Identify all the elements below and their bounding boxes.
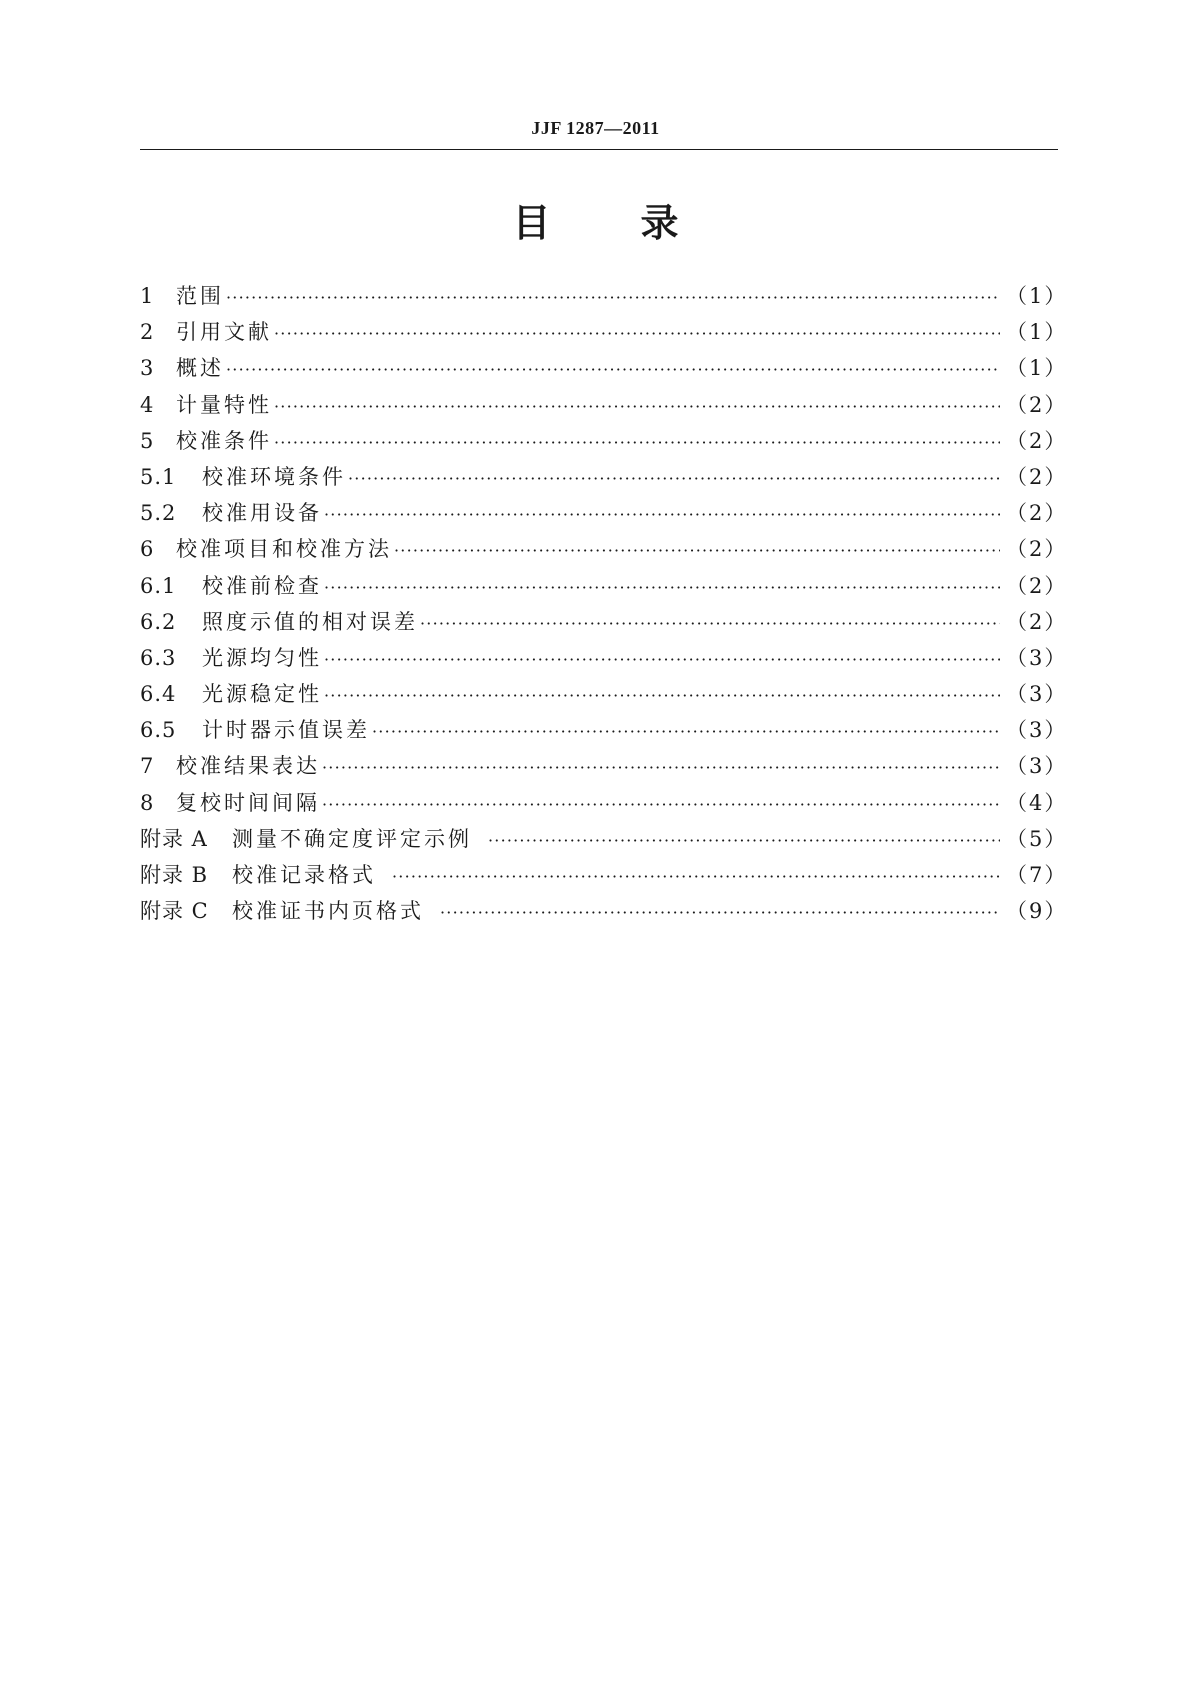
toc-entry-number: 6.5 xyxy=(140,718,177,743)
toc-entry-number: 5.2 xyxy=(140,501,177,526)
toc-dot-leader xyxy=(274,423,1000,461)
toc-title-left: 目 xyxy=(512,201,551,245)
toc-entry-2[interactable] xyxy=(140,314,1068,350)
toc-dot-leader xyxy=(392,857,1000,895)
toc-entry-6-4[interactable] xyxy=(140,676,1068,712)
toc-entry-page: （7） xyxy=(1006,863,1068,887)
toc-entry-1[interactable] xyxy=(140,278,1068,314)
toc-entry-5-2[interactable] xyxy=(140,495,1068,531)
toc-entry-page: （4） xyxy=(1006,790,1068,815)
toc-dot-leader xyxy=(226,278,1000,316)
toc-entry-label: 校准环境条件 xyxy=(202,464,346,489)
toc-entry-label: 校准项目和校准方法 xyxy=(176,537,392,562)
toc-entry-label: 计量特性 xyxy=(176,392,272,417)
toc-entry-number: 附录 A xyxy=(140,826,208,851)
toc-dot-leader xyxy=(348,459,1000,497)
toc-dot-leader xyxy=(274,387,1000,425)
toc-entry-number: 4 xyxy=(140,392,155,417)
toc-entry-number: 1 xyxy=(140,284,155,308)
toc-entry-label: 引用文献 xyxy=(176,320,272,345)
toc-entry-page: （2） xyxy=(1006,464,1068,489)
toc-dot-leader xyxy=(394,531,1000,569)
toc-entry-label: 校准前检查 xyxy=(202,573,322,598)
toc-dot-leader xyxy=(324,495,1000,533)
toc-list xyxy=(140,278,1068,929)
toc-entry-label: 测量不确定度评定示例 xyxy=(232,826,472,851)
toc-entry-page: （2） xyxy=(1006,501,1068,526)
toc-entry-number: 2 xyxy=(140,320,155,345)
toc-dot-leader xyxy=(372,712,1000,750)
toc-entry-6[interactable] xyxy=(140,531,1068,567)
toc-entry-page: （2） xyxy=(1006,537,1068,562)
toc-entry-8[interactable] xyxy=(140,785,1068,821)
toc-entry-page: （2） xyxy=(1006,573,1068,598)
toc-dot-leader xyxy=(324,676,1000,714)
toc-entry-number: 附录 B xyxy=(140,863,209,887)
toc-entry-page: （2） xyxy=(1006,392,1068,417)
toc-entry-appendix-a[interactable] xyxy=(140,821,1068,857)
toc-entry-page: （3） xyxy=(1006,682,1068,707)
toc-entry-3[interactable] xyxy=(140,350,1068,386)
toc-entry-number: 5.1 xyxy=(140,464,177,489)
toc-dot-leader xyxy=(322,785,1000,823)
toc-entry-number: 8 xyxy=(140,790,155,815)
toc-entry-6-1[interactable] xyxy=(140,568,1068,604)
toc-entry-label: 校准证书内页格式 xyxy=(232,899,424,924)
toc-entry-label: 校准条件 xyxy=(176,428,272,453)
toc-entry-label: 校准用设备 xyxy=(202,501,322,526)
toc-entry-6-5[interactable] xyxy=(140,712,1068,748)
toc-entry-number: 6.3 xyxy=(140,645,177,670)
toc-title-right: 录 xyxy=(640,201,679,245)
toc-entry-number: 附录 C xyxy=(140,899,209,924)
toc-dot-leader xyxy=(440,893,1000,931)
toc-entry-label: 校准记录格式 xyxy=(232,863,376,887)
toc-entry-label: 光源均匀性 xyxy=(202,645,322,670)
toc-entry-page: （3） xyxy=(1006,718,1068,743)
toc-dot-leader xyxy=(226,350,1000,388)
toc-entry-page: （9） xyxy=(1006,899,1068,924)
toc-entry-number: 6.2 xyxy=(140,609,177,634)
toc-dot-leader xyxy=(324,568,1000,606)
toc-entry-label: 计时器示值误差 xyxy=(202,718,370,743)
toc-entry-page: （3） xyxy=(1006,754,1068,779)
toc-entry-number: 6.4 xyxy=(140,682,177,707)
toc-entry-appendix-c[interactable] xyxy=(140,893,1068,929)
toc-dot-leader xyxy=(274,314,1000,352)
toc-entry-page: （5） xyxy=(1006,826,1068,851)
toc-entry-page: （2） xyxy=(1006,428,1068,453)
toc-dot-leader xyxy=(324,640,1000,678)
toc-dot-leader xyxy=(488,821,1000,859)
toc-entry-number: 6 xyxy=(140,537,155,562)
toc-entry-7[interactable] xyxy=(140,748,1068,784)
toc-dot-leader xyxy=(322,748,1000,786)
toc-entry-number: 7 xyxy=(140,754,155,779)
toc-entry-appendix-b[interactable] xyxy=(140,857,1068,893)
toc-entry-5[interactable] xyxy=(140,423,1068,459)
toc-entry-page: （2） xyxy=(1006,609,1068,634)
toc-entry-page: （1） xyxy=(1006,320,1068,345)
toc-entry-label: 照度示值的相对误差 xyxy=(202,609,418,634)
toc-entry-page: （3） xyxy=(1006,645,1068,670)
toc-entry-label: 复校时间间隔 xyxy=(176,790,320,815)
toc-entry-label: 范围 xyxy=(176,284,224,308)
toc-entry-label: 概述 xyxy=(176,356,224,381)
toc-entry-4[interactable] xyxy=(140,387,1068,423)
toc-entry-page: （1） xyxy=(1006,284,1068,308)
toc-dot-leader xyxy=(420,604,1000,642)
toc-entry-label: 校准结果表达 xyxy=(176,754,320,779)
toc-entry-number: 3 xyxy=(140,356,155,381)
toc-entry-6-2[interactable] xyxy=(140,604,1068,640)
toc-entry-label: 光源稳定性 xyxy=(202,682,322,707)
toc-entry-5-1[interactable] xyxy=(140,459,1068,495)
toc-title xyxy=(0,200,1191,246)
toc-entry-6-3[interactable] xyxy=(140,640,1068,676)
header-rule xyxy=(140,149,1058,150)
standard-code: JJF 1287—2011 xyxy=(531,118,660,138)
toc-entry-number: 5 xyxy=(140,428,155,453)
toc-entry-page: （1） xyxy=(1006,356,1068,381)
toc-entry-number: 6.1 xyxy=(140,573,177,598)
